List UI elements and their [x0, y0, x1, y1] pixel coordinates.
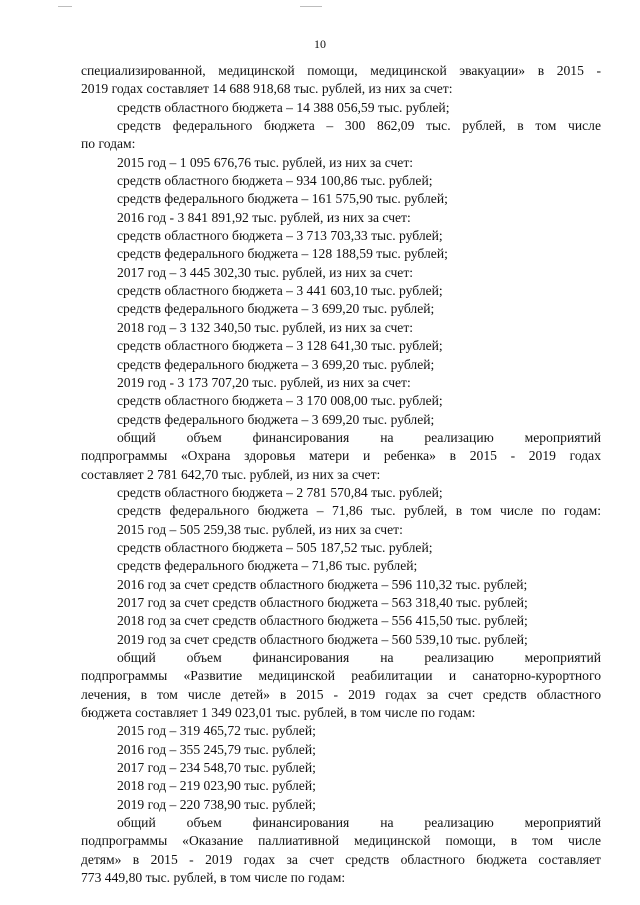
text-line: подпрограммы «Развитие медицинской реабилитации и санаторно-курортного	[81, 668, 601, 684]
text-line: 2017 год – 3 445 302,30 тыс. рублей, из них за счет:	[117, 264, 414, 280]
text-line: средств федерального бюджета – 71,86 тыс. рублей;	[117, 558, 418, 574]
text-line: 2018 год за счет средств областного бюджета – 556 415,50 тыс. рублей;	[117, 613, 528, 629]
text-line: средств федерального бюджета – 161 575,90 тыс. рублей;	[117, 191, 448, 207]
text-line: общий объем финансирования на реализацию мероприятий	[117, 429, 601, 445]
text-line: средств областного бюджета – 3 128 641,30 тыс. рублей;	[117, 338, 443, 354]
text-line: 2017 год за счет средств областного бюджета – 563 318,40 тыс. рублей;	[117, 594, 528, 610]
text-line: 2016 год – 355 245,79 тыс. рублей;	[117, 741, 316, 757]
text-line: средств областного бюджета – 3 170 008,00 тыс. рублей;	[117, 393, 443, 409]
text-line: средств областного бюджета – 3 713 703,33 тыс. рублей;	[117, 228, 443, 244]
text-line: средств федерального бюджета – 300 862,09 тыс. рублей, в том числе	[117, 118, 601, 134]
text-line: лечения, в том числе детей» в 2015 - 2019 годах за счет средств областного	[81, 686, 601, 702]
text-line: 2016 год за счет средств областного бюджета – 596 110,32 тыс. рублей;	[117, 576, 528, 592]
text-line: бюджета составляет 1 349 023,01 тыс. рублей, в том числе по годам:	[81, 705, 476, 721]
text-line: 2016 год - 3 841 891,92 тыс. рублей, из них за счет:	[117, 209, 411, 225]
text-line: 2015 год – 319 465,72 тыс. рублей;	[117, 723, 316, 739]
scan-artifact	[300, 6, 322, 7]
text-line: составляет 2 781 642,70 тыс. рублей, из них за счет:	[81, 466, 381, 482]
text-line: 2015 год – 1 095 676,76 тыс. рублей, из них за счет:	[117, 154, 414, 170]
text-line: средств областного бюджета – 14 388 056,59 тыс. рублей;	[117, 99, 450, 115]
text-line: 2019 год - 3 173 707,20 тыс. рублей, из них за счет:	[117, 374, 411, 390]
text-line: подпрограммы «Охрана здоровья матери и ребенка» в 2015 - 2019 годах	[81, 448, 601, 464]
text-line: 773 449,80 тыс. рублей, в том числе по годам:	[81, 870, 346, 886]
text-line: детям» в 2015 - 2019 годах за счет средств областного бюджета составляет	[81, 851, 601, 867]
text-line: 2018 год – 219 023,90 тыс. рублей;	[117, 778, 316, 794]
text-line: средств областного бюджета – 2 781 570,84 тыс. рублей;	[117, 484, 443, 500]
text-line: средств федерального бюджета – 3 699,20 тыс. рублей;	[117, 301, 435, 317]
text-line: 2017 год – 234 548,70 тыс. рублей;	[117, 760, 316, 776]
text-line: 2018 год – 3 132 340,50 тыс. рублей, из них за счет:	[117, 319, 414, 335]
page-number: 10	[314, 37, 326, 51]
body-text	[81, 62, 601, 887]
scan-artifact	[58, 6, 72, 7]
text-line: средств областного бюджета – 3 441 603,10 тыс. рублей;	[117, 283, 443, 299]
text-line: 2019 годах составляет 14 688 918,68 тыс. рублей, из них за счет:	[81, 81, 453, 97]
text-line: общий объем финансирования на реализацию мероприятий	[117, 815, 601, 831]
text-line: средств федерального бюджета – 71,86 тыс. рублей, в том числе по годам:	[117, 503, 601, 519]
text-line: средств областного бюджета – 934 100,86 тыс. рублей;	[117, 173, 433, 189]
text-line: специализированной, медицинской помощи, медицинской эвакуации» в 2015 -	[81, 63, 601, 78]
text-line: средств федерального бюджета – 3 699,20 тыс. рублей;	[117, 356, 435, 372]
text-line: средств федерального бюджета – 3 699,20 тыс. рублей;	[117, 411, 435, 427]
text-line: средств федерального бюджета – 128 188,59 тыс. рублей;	[117, 246, 448, 262]
text-line: подпрограммы «Оказание паллиативной медицинской помощи, в том числе	[81, 833, 601, 849]
text-line: средств областного бюджета – 505 187,52 тыс. рублей;	[117, 539, 433, 555]
text-line: 2019 год – 220 738,90 тыс. рублей;	[117, 796, 316, 812]
text-line: 2019 год за счет средств областного бюджета – 560 539,10 тыс. рублей;	[117, 631, 528, 647]
text-line: по годам:	[81, 136, 136, 152]
text-line: общий объем финансирования на реализацию мероприятий	[117, 650, 601, 665]
text-line: 2015 год – 505 259,38 тыс. рублей, из них за счет:	[117, 521, 403, 537]
